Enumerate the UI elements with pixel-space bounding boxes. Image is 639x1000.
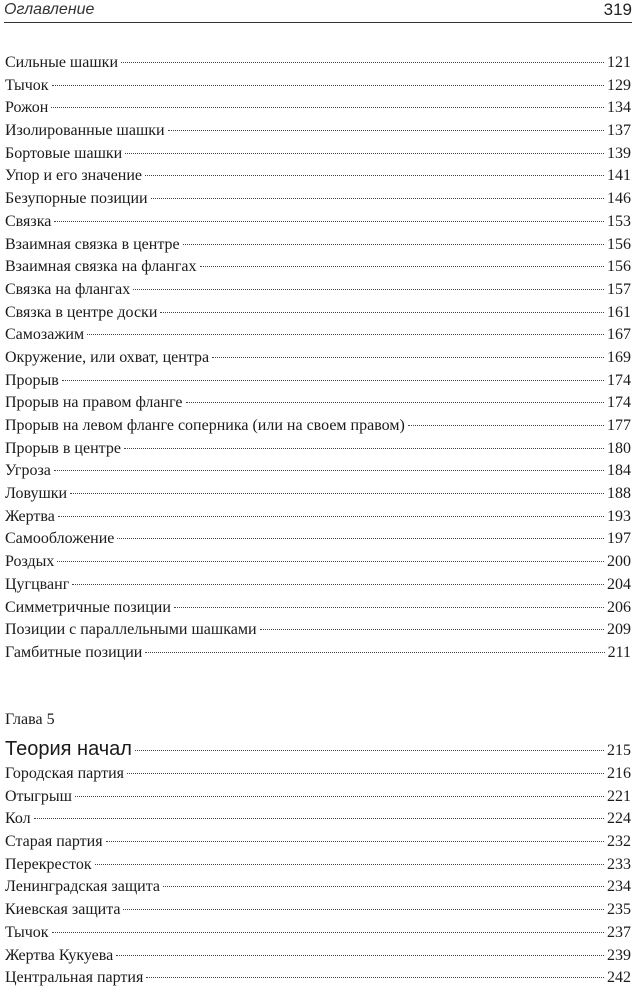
toc-entry-page: 224: [607, 810, 631, 828]
toc-entry-title: Упор и его значение: [5, 167, 143, 185]
toc-entry-page: 193: [607, 507, 631, 525]
leader-dots: [123, 909, 604, 910]
toc-entry[interactable]: [5, 460, 631, 483]
toc-entry-page: 129: [607, 76, 631, 94]
toc-entry[interactable]: [5, 234, 631, 257]
toc-entry[interactable]: [5, 97, 631, 120]
leader-dots: [168, 130, 604, 131]
toc-entry-page: 121: [607, 54, 631, 71]
toc-entry[interactable]: [5, 597, 631, 620]
toc-entry-page: 134: [607, 99, 631, 117]
toc-entry-title: Симметричные позиции: [5, 598, 171, 616]
leader-dots: [54, 221, 604, 222]
leader-dots: [116, 955, 604, 956]
toc-entry-page: 237: [607, 923, 631, 941]
leader-dots: [52, 932, 604, 933]
toc-entry-page: 161: [607, 303, 631, 321]
toc-entry-title: Изолированные шашки: [5, 122, 165, 140]
leader-dots: [72, 584, 604, 585]
toc-entry-title: Связка в центре доски: [5, 303, 158, 321]
toc-entry[interactable]: [5, 945, 631, 968]
toc-entry[interactable]: [5, 438, 631, 461]
toc-entry-page: 188: [607, 485, 631, 503]
toc-entry-title: Кол: [5, 810, 31, 828]
toc-entry[interactable]: [5, 551, 631, 574]
toc-entry-page: 234: [607, 878, 631, 896]
leader-dots: [70, 493, 604, 494]
leader-dots: [57, 561, 604, 562]
toc-entry-page: 209: [607, 621, 631, 639]
toc-entry[interactable]: [5, 52, 631, 75]
toc-entry-page: 242: [607, 969, 631, 987]
toc-entry-title: Городская партия: [5, 765, 124, 782]
toc-entry-page: 146: [607, 190, 631, 208]
toc-entry-page: 239: [607, 946, 631, 964]
toc-entry-page: 184: [607, 462, 631, 480]
toc-entry[interactable]: [5, 324, 631, 347]
leader-dots: [87, 334, 604, 335]
toc-section-a: [5, 52, 631, 665]
toc-entry-title: Прорыв: [5, 371, 59, 389]
toc-entry[interactable]: [5, 211, 631, 234]
leader-dots: [58, 516, 604, 517]
toc-entry[interactable]: [5, 786, 631, 809]
toc-entry-page: 156: [607, 258, 631, 276]
leader-dots: [146, 977, 604, 978]
toc-entry-title: Прорыв на правом фланге: [5, 394, 183, 412]
leader-dots: [260, 629, 604, 630]
toc-entry[interactable]: [5, 165, 631, 188]
leader-dots: [62, 380, 604, 381]
toc-entry-page: 211: [607, 643, 631, 661]
toc-entry-page: 177: [607, 417, 631, 434]
leader-dots: [183, 244, 604, 245]
toc-entry[interactable]: [5, 143, 631, 166]
leader-dots: [160, 312, 604, 313]
toc-entry-title: Гамбитные позиции: [5, 643, 143, 661]
leader-dots: [51, 107, 604, 108]
toc-entry-title: Тычок: [5, 923, 49, 941]
toc-entry[interactable]: [5, 528, 631, 551]
chapter-heading-title: Теория начал: [5, 738, 132, 760]
toc-entry[interactable]: [5, 831, 631, 854]
toc-entry-title: Отыгрыш: [5, 787, 72, 805]
toc-entry-title: Перекресток: [5, 855, 92, 873]
toc-entry[interactable]: [5, 188, 631, 211]
leader-dots: [52, 85, 604, 86]
toc-entry-title: Связка на флангах: [5, 280, 131, 298]
toc-entry-page: 174: [607, 371, 631, 389]
toc-entry-page: 141: [607, 167, 631, 185]
toc-entry[interactable]: [5, 899, 631, 922]
toc-entry-page: 206: [607, 598, 631, 616]
toc-entry[interactable]: [5, 854, 631, 877]
leader-dots: [124, 448, 604, 449]
toc-entry[interactable]: [5, 483, 631, 506]
toc-entry[interactable]: [5, 347, 631, 370]
toc-entry-title: Ленинградская защита: [5, 878, 161, 896]
leader-dots: [200, 266, 604, 267]
leader-dots: [151, 198, 604, 199]
toc-entry-title: Прорыв на левом фланге соперника (или на своем правом): [5, 417, 405, 434]
toc-entry-title: Жертва Кукуева: [5, 946, 114, 964]
leader-dots: [125, 153, 604, 154]
toc-entry-title: Взаимная связка на флангах: [5, 258, 197, 276]
toc-entry-title: Самообложение: [5, 530, 115, 548]
toc-entry[interactable]: [5, 763, 631, 786]
toc-entry[interactable]: [5, 619, 631, 642]
toc-entry-title: Рожон: [5, 99, 49, 117]
toc-entry[interactable]: [5, 922, 631, 945]
toc-entry-page: 232: [607, 833, 631, 851]
leader-dots: [135, 750, 604, 751]
leader-dots: [95, 864, 604, 865]
header-title: Оглавление: [4, 1, 95, 18]
leader-dots: [34, 818, 604, 819]
leader-dots: [133, 289, 604, 290]
toc-entry-page: 169: [607, 348, 631, 366]
toc-entry-title: Связка: [5, 212, 52, 230]
toc-entry-page: 139: [607, 144, 631, 162]
toc-entry-title: Старая партия: [5, 833, 103, 851]
leader-dots: [117, 538, 604, 539]
toc-entry[interactable]: [5, 302, 631, 325]
toc-entry-page: 235: [607, 901, 631, 919]
toc-entry-page: 174: [607, 394, 631, 412]
leader-dots: [186, 402, 604, 403]
toc-entry-title: Позиции с параллельными шашками: [5, 621, 257, 639]
toc-entry-title: Ловушки: [5, 485, 68, 503]
toc-entry-title: Сильные шашки: [5, 54, 119, 71]
toc-entry[interactable]: [5, 808, 631, 831]
toc-entry-title: Тычок: [5, 76, 49, 94]
leader-dots: [75, 796, 604, 797]
toc-entry-title: Самозажим: [5, 326, 85, 344]
toc-entry[interactable]: [5, 642, 631, 665]
toc-entry[interactable]: [5, 75, 631, 98]
toc-entry-page: 200: [607, 553, 631, 571]
toc-entry[interactable]: [5, 574, 631, 597]
toc-entry[interactable]: [5, 392, 631, 415]
toc-entry-title: Окружение, или охват, центра: [5, 348, 210, 366]
leader-dots: [408, 425, 604, 426]
leader-dots: [54, 470, 604, 471]
leader-dots: [127, 773, 604, 774]
chapter-label: Глава 5: [5, 711, 55, 728]
page-header: [4, 0, 632, 23]
leader-dots: [163, 886, 604, 887]
toc-entry-page: 221: [607, 787, 631, 805]
header-page-number: 319: [603, 0, 632, 19]
toc-entry-page: 167: [607, 326, 631, 344]
toc-entry[interactable]: [5, 279, 631, 302]
toc-entry-title: Киевская защита: [5, 901, 121, 919]
leader-dots: [212, 357, 604, 358]
leader-dots: [121, 62, 604, 63]
leader-dots: [174, 607, 604, 608]
chapter-heading-page: 215: [607, 742, 631, 759]
toc-entry[interactable]: [5, 256, 631, 279]
toc-entry-title: Угроза: [5, 462, 51, 480]
toc-entry-page: 137: [607, 122, 631, 140]
toc-entry[interactable]: [5, 120, 631, 143]
toc-entry[interactable]: [5, 967, 631, 990]
leader-dots: [145, 175, 604, 176]
toc-entry-title: Центральная партия: [5, 969, 144, 987]
chapter-heading[interactable]: [5, 736, 631, 763]
toc-entry-page: 153: [607, 212, 631, 230]
toc-section-b: [5, 736, 631, 990]
toc-entry-title: Прорыв в центре: [5, 439, 121, 457]
toc-entry-page: 197: [607, 530, 631, 548]
toc-entry-title: Взаимная связка в центре: [5, 235, 180, 253]
toc-entry-page: 180: [607, 439, 631, 457]
toc-entry[interactable]: [5, 415, 631, 438]
leader-dots: [106, 841, 604, 842]
toc-entry-title: Роздых: [5, 553, 55, 571]
toc-entry-title: Цугцванг: [5, 575, 70, 593]
leader-dots: [145, 652, 604, 653]
toc-entry-page: 157: [607, 280, 631, 298]
toc-entry[interactable]: [5, 370, 631, 393]
toc-entry[interactable]: [5, 876, 631, 899]
toc-entry-page: 156: [607, 235, 631, 253]
toc-entry-page: 204: [607, 575, 631, 593]
toc-entry-page: 216: [607, 765, 631, 782]
toc-entry-title: Безупорные позиции: [5, 190, 148, 208]
toc-entry-title: Жертва: [5, 507, 55, 525]
toc-entry[interactable]: [5, 506, 631, 529]
toc-entry-title: Бортовые шашки: [5, 144, 123, 162]
toc-entry-page: 233: [607, 855, 631, 873]
